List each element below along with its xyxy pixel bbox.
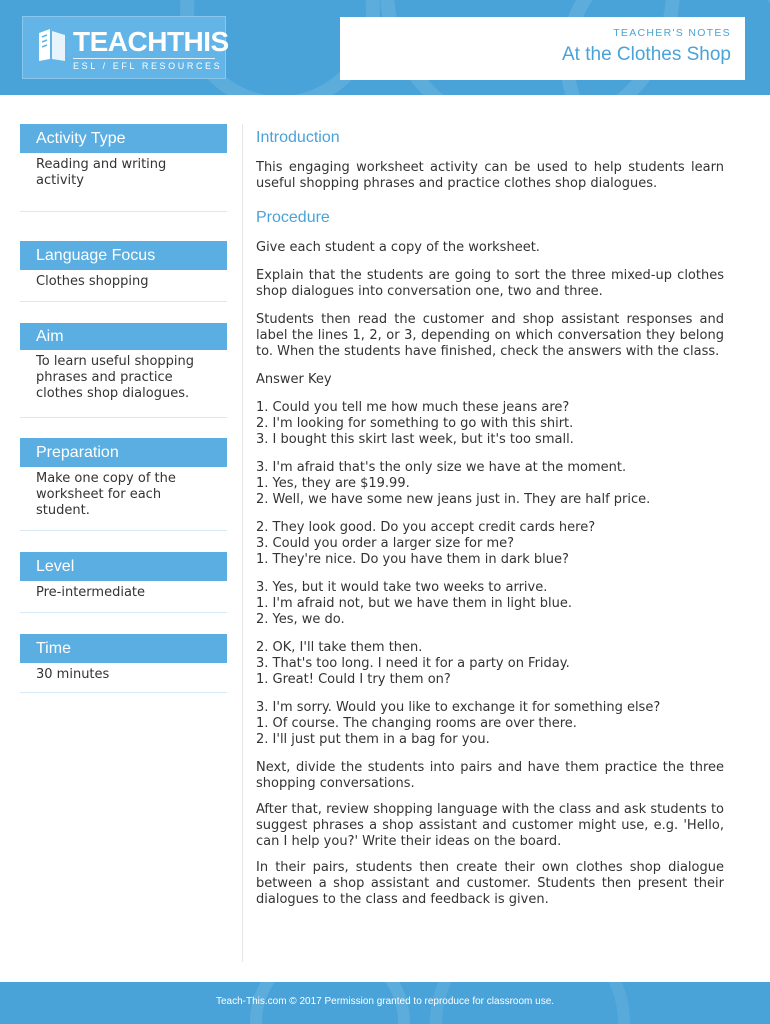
main-content [256,128,724,908]
section-line: activity [36,173,84,188]
answer-line: 1. Great! Could I try them on? [256,672,451,687]
introduction-text: This engaging worksheet activity can be used to help students learn useful shopping phrases and practice clothes shop dialogues. [256,160,724,191]
answer-line: 3. I'm afraid that's the only size we have at the moment. [256,460,627,475]
section-line: Clothes shopping [36,274,149,289]
answer-line: 1. I'm afraid not, but we have them in light blue. [256,596,572,611]
teachthis-logo[interactable] [22,16,229,79]
answer-line: 3. I bought this skirt last week, but it's too small. [256,432,574,447]
section-heading: Time [20,634,227,663]
section-body [20,581,227,613]
section-line: 30 minutes [36,667,110,682]
section-line: worksheet for each [36,487,162,502]
level-section [20,552,227,613]
procedure-heading: Procedure [256,209,330,226]
answer-line: 1. They're nice. Do you have them in dark blue? [256,552,569,567]
answer-group [256,400,724,448]
column-divider [242,124,243,962]
procedure-step: Next, divide the students into pairs and have them practice the three shopping conversations. [256,760,724,791]
section-body [20,270,227,302]
section-body [20,663,227,693]
section-line: Reading and writing [36,157,167,172]
answer-group [256,700,724,748]
section-heading: Aim [20,323,227,350]
title-panel [340,17,745,80]
procedure-step: In their pairs, students then create their own clothes shop dialogue between a shop assistant and customer. Students then present their dialogues to the class and feedback is given. [256,860,724,907]
answer-line: 2. I'm looking for something to go with this shirt. [256,416,574,431]
answer-line: 1. Yes, they are $19.99. [256,476,410,491]
answer-line: 3. That's too long. I need it for a party on Friday. [256,656,570,671]
section-heading: Level [20,552,227,581]
language-focus-section [20,241,227,302]
section-line: To learn useful shopping [36,354,195,369]
book-logo-icon [36,27,68,63]
logo-divider [73,58,215,59]
brand-name: TEACHTHIS [73,26,229,57]
answer-line: 1. Of course. The changing rooms are over there. [256,716,577,731]
time-section [20,634,227,693]
section-line: student. [36,503,90,518]
procedure-step: Students then read the customer and shop assistant responses and label the lines 1, 2, or 3, depending on which conversation they belong to. When the students have finished, check the answers with the class. [256,312,724,359]
section-heading: Preparation [20,438,227,467]
brand-tagline: ESL / EFL RESOURCES [73,61,223,71]
copyright-notice: Teach-This.com © 2017 Permission granted to reproduce for classroom use. [215,996,555,1007]
notes-label: TEACHER'S NOTES [613,27,731,39]
answer-line: 3. Yes, but it would take two weeks to arrive. [256,580,548,595]
answer-line: 1. Could you tell me how much these jeans are? [256,400,570,415]
section-body [20,467,227,531]
introduction-heading: Introduction [256,129,340,146]
preparation-section [20,438,227,531]
answer-group [256,520,724,568]
page-title: At the Clothes Shop [562,44,731,65]
aim-section [20,323,227,418]
section-line: clothes shop dialogues. [36,386,190,401]
info-sidebar [20,124,227,693]
answer-line: 3. I'm sorry. Would you like to exchange it for something else? [256,700,661,715]
page-header [0,0,770,95]
answer-line: 2. Well, we have some new jeans just in. They are half price. [256,492,651,507]
procedure-step: Give each student a copy of the worksheet. [256,240,540,255]
answer-group [256,640,724,688]
answer-line: 2. I'll just put them in a bag for you. [256,732,490,747]
procedure-step: Explain that the students are going to sort the three mixed-up clothes shop dialogues into conversation one, two and three. [256,268,724,299]
answer-group [256,460,724,508]
section-line: Pre-intermediate [36,585,146,600]
answer-key-label: Answer Key [256,372,332,387]
section-line: phrases and practice [36,370,173,385]
answer-group [256,580,724,628]
section-line: Make one copy of the [36,471,176,486]
answer-line: 2. OK, I'll take them then. [256,640,423,655]
page-footer [0,982,770,1024]
answer-line: 3. Could you order a larger size for me? [256,536,515,551]
answer-line: 2. Yes, we do. [256,612,345,627]
section-heading: Language Focus [20,241,227,270]
answer-line: 2. They look good. Do you accept credit cards here? [256,520,596,535]
activity-type-section [20,124,227,212]
section-body [20,350,227,418]
section-body [20,153,227,212]
procedure-step: After that, review shopping language with the class and ask students to suggest phrases a shop assistant and customer might use, e.g. 'Hello, can I help you?' Write their ideas on the board. [256,802,724,849]
section-heading: Activity Type [20,124,227,153]
